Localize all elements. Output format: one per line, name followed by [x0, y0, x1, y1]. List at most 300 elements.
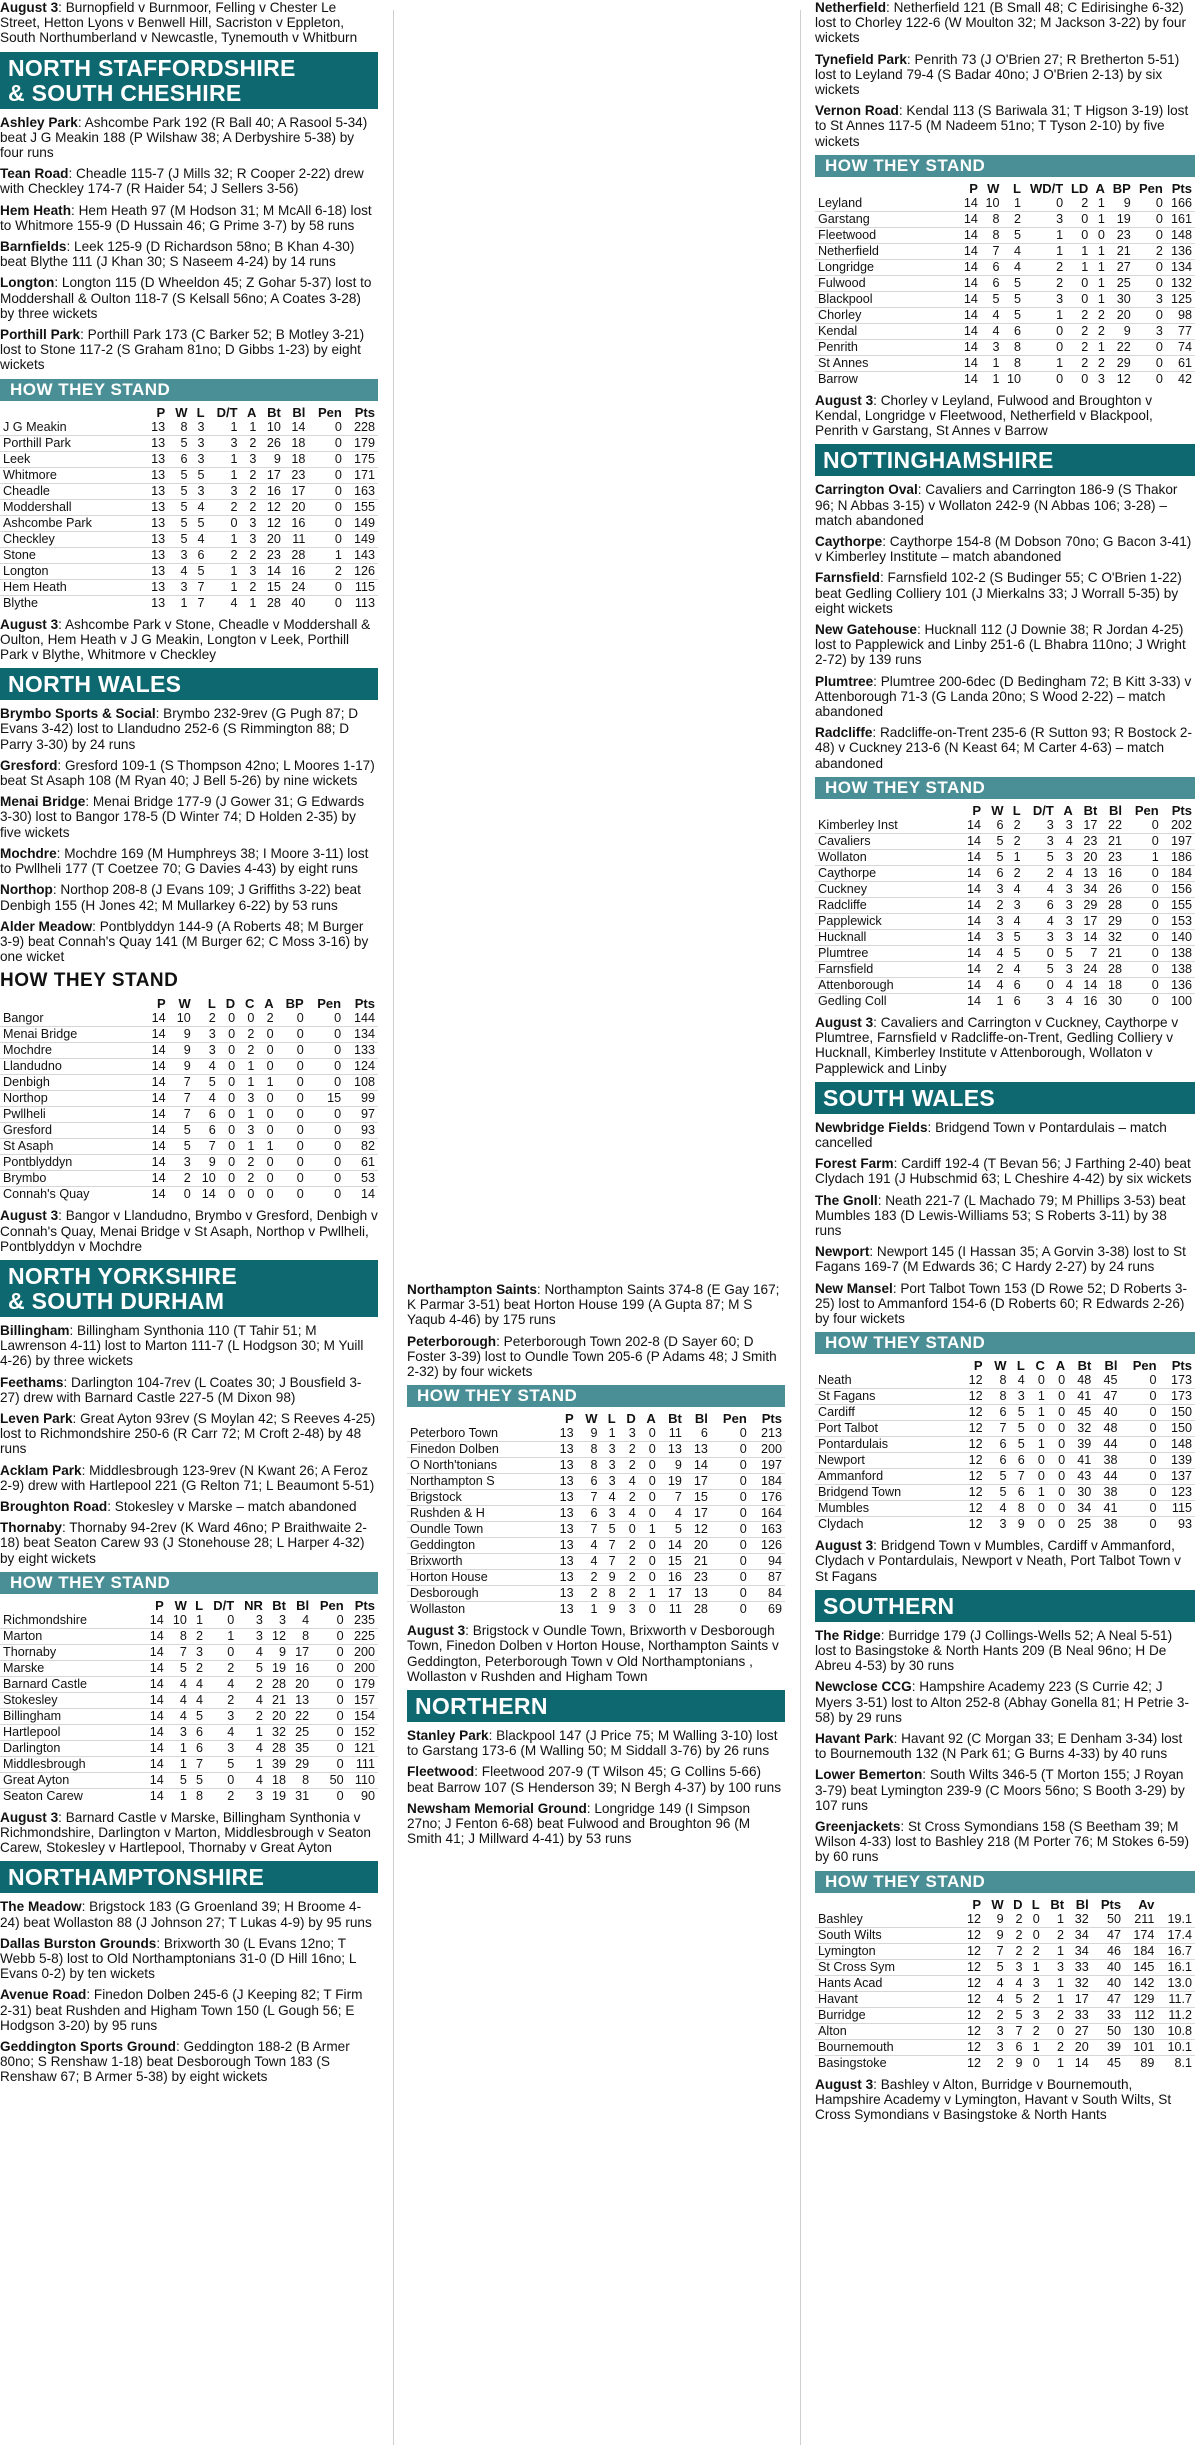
section-header-nottinghamshire	[815, 444, 1195, 476]
stat-cell: 99	[344, 1091, 378, 1107]
stat-cell: 2	[1091, 307, 1108, 323]
stat-cell: 9	[169, 1059, 194, 1075]
column-header: Pen	[318, 404, 342, 420]
stat-cell: 0	[308, 531, 345, 547]
stat-cell: 4	[981, 323, 1003, 339]
stat-cell: 14	[959, 849, 984, 865]
stat-cell: 0	[312, 1708, 347, 1724]
stat-cell: 0	[1125, 913, 1162, 929]
table-row	[407, 1602, 785, 1618]
stat-cell: 21	[1108, 243, 1134, 259]
result-menai-bridge	[0, 794, 378, 840]
stat-cell: 3	[190, 435, 207, 451]
stat-cell: 14	[144, 1692, 167, 1708]
stat-cell: 6	[190, 1724, 206, 1740]
result-text: : Chorley v Leyland, Fulwood and Broughton v Kendal, Longridge v Fleetwood, Netherfield v Blackpool, Penrith v Garstang, St Annes v Barrow	[815, 392, 1153, 439]
team-name: Bangor	[3, 1011, 44, 1026]
stat-cell: 0	[1026, 2055, 1043, 2071]
team-name: Bashley	[818, 1911, 863, 1926]
stat-cell: 5	[169, 1123, 194, 1139]
stat-cell: 5	[1024, 849, 1057, 865]
stat-cell: 4	[167, 1708, 190, 1724]
stat-cell: 4	[302, 1612, 310, 1627]
stat-cell: 24	[284, 579, 308, 595]
stat-cell: 0	[711, 1474, 750, 1490]
stat-cell: 1	[1091, 275, 1108, 291]
team-name: Brigstock	[407, 1490, 551, 1506]
stat-cell: 2	[208, 499, 241, 515]
stat-cell: 0	[334, 1011, 342, 1026]
stat-cell: 0	[1028, 1453, 1048, 1469]
standings-table	[815, 803, 1195, 1009]
stat-cell: 0	[219, 1171, 238, 1187]
stat-cell: 0	[307, 1059, 344, 1075]
stat-cell: 30	[1068, 1485, 1094, 1501]
stat-cell: 4	[986, 1501, 1010, 1517]
stat-cell: 3	[190, 483, 207, 499]
stat-cell: 0	[219, 1043, 238, 1059]
stat-cell: 2	[1066, 323, 1091, 339]
venue-name: Newbridge Fields	[815, 1119, 928, 1135]
stat-cell: 1	[208, 531, 241, 547]
stat-cell: 0	[312, 1756, 347, 1772]
section-title-line: NORTH STAFFORDSHIRE	[8, 54, 296, 81]
column-header: L	[1012, 802, 1021, 818]
stat-cell: 0	[1091, 227, 1108, 243]
stat-cell: 149	[345, 515, 378, 531]
stat-cell: 1	[1028, 1405, 1048, 1421]
stat-cell: 0	[639, 1506, 659, 1522]
table-row	[0, 1740, 378, 1756]
stat-cell: 4	[1007, 913, 1024, 929]
stat-cell: 1	[1028, 1389, 1048, 1405]
venue-name: Northampton Saints	[407, 1282, 537, 1297]
column-header: Bl	[1104, 1358, 1118, 1374]
stat-cell: 12	[959, 1501, 985, 1517]
venue-name: New Mansel	[815, 1280, 893, 1296]
stat-cell: 14	[144, 1708, 167, 1724]
team-name: Rushden & H	[407, 1506, 551, 1522]
stat-cell: 13	[685, 1442, 711, 1458]
stat-cell: 0	[639, 1602, 659, 1618]
stat-cell: 1	[1091, 211, 1108, 227]
stat-cell: 13	[144, 563, 168, 579]
result-text: : Stokesley v Marske – match abandoned	[107, 1498, 357, 1514]
stat-cell: 200	[750, 1442, 785, 1458]
stat-cell: 93	[1160, 1517, 1195, 1533]
stat-cell: 14	[149, 1612, 164, 1627]
stat-cell: 17	[659, 1586, 685, 1602]
result-august-3	[815, 393, 1195, 439]
stat-cell: 12	[959, 1469, 985, 1485]
result-broughton-road	[0, 1499, 378, 1514]
stat-cell: 11	[284, 531, 308, 547]
stat-cell: 133	[344, 1043, 378, 1059]
how-they-stand-header: HOW THEY STAND	[815, 155, 1195, 177]
stat-cell: 0	[277, 1027, 307, 1043]
stat-cell: 0	[307, 1171, 344, 1187]
stat-cell: 15	[659, 1554, 685, 1570]
column-header: A	[1055, 1358, 1066, 1374]
stat-cell: 7	[577, 1522, 601, 1538]
stat-cell: 13	[289, 1692, 312, 1708]
table-row	[815, 1437, 1195, 1453]
stat-cell: 0	[1048, 1485, 1068, 1501]
stat-cell: 1	[981, 355, 1003, 371]
table-row	[815, 993, 1195, 1009]
table-row	[815, 2007, 1195, 2023]
stat-cell: 1	[981, 371, 1003, 387]
stat-cell: 0	[1125, 961, 1162, 977]
result-text: : Ashcombe Park 192 (R Ball 40; A Rasool 5-34) beat J G Meakin 188 (P Wilshaw 38; A Derbyshire 5-38) by four runs	[0, 114, 368, 161]
stat-cell: 8	[601, 1586, 619, 1602]
table-row	[0, 515, 378, 531]
table-row	[0, 435, 378, 451]
section-header-northamptonshire	[0, 1861, 378, 1893]
section-title-line: NORTH YORKSHIRE	[8, 1262, 237, 1289]
stat-cell: 4	[208, 595, 241, 611]
stat-cell: 20	[1067, 2039, 1092, 2055]
stat-cell: 3	[197, 419, 205, 434]
venue-name: August 3	[815, 1014, 874, 1030]
team-name: Pontblyddyn	[0, 1155, 144, 1171]
stat-cell: 12	[959, 1453, 985, 1469]
team-name: Chorley	[815, 307, 959, 323]
stat-cell: 0	[711, 1458, 750, 1474]
column-header: Bt	[272, 1597, 287, 1613]
table-row	[815, 1975, 1195, 1991]
stat-cell: 20	[1076, 849, 1101, 865]
stat-cell: 138	[1162, 945, 1195, 961]
stat-cell: 0	[227, 1612, 235, 1627]
table-row	[815, 371, 1195, 387]
table-row	[815, 275, 1195, 291]
stat-cell: 1	[208, 579, 241, 595]
result-leven-park	[0, 1411, 378, 1457]
stat-cell: 5	[190, 1708, 206, 1724]
column-header: Pts	[354, 996, 375, 1012]
section-title-line: SOUTHERN	[823, 1592, 955, 1619]
stat-cell: 14	[963, 195, 978, 210]
stat-cell: 134	[1166, 259, 1195, 275]
stat-cell: 39	[266, 1756, 289, 1772]
stat-cell: 39	[1092, 2039, 1124, 2055]
stat-cell: 28	[284, 547, 308, 563]
column-header: Bt	[1083, 802, 1098, 818]
column-header: L	[1016, 1358, 1025, 1374]
team-name: Oundle Town	[407, 1522, 551, 1538]
result-text: : Leek 125-9 (D Richardson 58no; B Khan 4-30) beat Blythe 111 (J Khan 30; S Naseem 4-24) by 14 runs	[0, 239, 355, 270]
stat-cell: 6	[1007, 993, 1024, 1009]
stat-cell: 2	[241, 547, 260, 563]
venue-name: Avenue Road	[0, 1987, 87, 2003]
stat-cell: 13	[144, 467, 168, 483]
team-name: Thornaby	[0, 1644, 144, 1660]
team-name: Longridge	[815, 259, 959, 275]
stat-cell: 5	[167, 1660, 190, 1676]
team-name: Peterboro Town	[410, 1426, 498, 1441]
stat-cell: 53	[344, 1171, 378, 1187]
venue-name: Gresford	[0, 757, 58, 773]
result-text: : Geddington 188-2 (B Armer 80no; S Renshaw 1-18) beat Desborough Town 183 (S Renshaw 67; B Armer 5-38) by eight wickets	[0, 2039, 350, 2085]
stat-cell: 186	[1162, 849, 1195, 865]
stat-cell: 1	[238, 1075, 257, 1091]
venue-name: August 3	[815, 392, 874, 408]
team-name: Llandudno	[0, 1059, 144, 1075]
stat-cell: 3	[1026, 1975, 1043, 1991]
team-name: O North'tonians	[407, 1458, 551, 1474]
result-havant-park	[815, 1731, 1195, 1761]
stat-cell: 184	[1162, 865, 1195, 881]
result-radcliffe	[815, 725, 1195, 771]
stat-cell: 2	[1007, 1943, 1026, 1959]
column-header: C	[1035, 1358, 1045, 1374]
stat-cell: 1	[167, 1788, 190, 1804]
stat-cell: 10	[985, 195, 1000, 210]
stat-cell: 3	[237, 1628, 266, 1644]
table-row	[0, 1027, 378, 1043]
stat-cell: 41	[1068, 1389, 1094, 1405]
stat-cell: 8	[289, 1628, 312, 1644]
stat-cell: 14	[144, 1772, 167, 1788]
stat-cell: 4	[1057, 865, 1076, 881]
stat-cell: 0	[711, 1490, 750, 1506]
stat-cell: 20	[259, 531, 283, 547]
stat-cell: 4	[601, 1490, 619, 1506]
stat-cell: 3	[1091, 371, 1108, 387]
stat-cell: 137	[1160, 1469, 1195, 1485]
column-header	[407, 1411, 551, 1426]
table-header-row	[815, 1897, 1195, 1912]
team-name: St Annes	[815, 355, 959, 371]
team-name: Havant	[815, 1991, 959, 2007]
stat-cell: 5	[169, 1139, 194, 1155]
stat-cell: 3	[1024, 993, 1057, 1009]
result-august-3	[815, 2077, 1195, 2123]
column-header: A	[646, 1411, 656, 1427]
table-row	[815, 227, 1195, 243]
stat-cell: 21	[266, 1692, 289, 1708]
stat-cell: 84	[750, 1586, 785, 1602]
stat-cell: 14	[259, 563, 283, 579]
stat-cell: 20	[685, 1538, 711, 1554]
stat-cell: 2	[238, 1171, 257, 1187]
stat-cell: 1	[249, 419, 257, 434]
stat-cell: 3	[279, 1612, 287, 1627]
column-header: Pts	[761, 1411, 782, 1427]
result-fleetwood	[407, 1764, 785, 1794]
column-3	[815, 0, 1195, 2455]
stat-cell: 12	[259, 515, 283, 531]
standings-table	[0, 405, 378, 611]
stat-cell: 2	[241, 435, 260, 451]
stat-cell: 2	[577, 1586, 601, 1602]
result-text: : Plumtree 200-6dec (D Bedingham 72; B Kitt 3-33) v Attenborough 71-3 (G Landa 20no; S Wood 2-22) – match abandoned	[815, 673, 1192, 720]
stat-cell: 0	[277, 1059, 307, 1075]
stat-cell: 155	[1162, 897, 1195, 913]
stat-cell: 16	[284, 515, 308, 531]
stat-cell: 14	[959, 211, 981, 227]
table-row	[815, 1959, 1195, 1975]
stat-cell: 5	[190, 467, 207, 483]
team-name: Clydach	[815, 1517, 959, 1533]
result-farnsfield	[815, 570, 1195, 616]
stat-cell: 0	[1066, 211, 1091, 227]
team-name: Alton	[815, 2023, 959, 2039]
stat-cell: 1	[1066, 243, 1091, 259]
stat-cell: 17	[259, 467, 283, 483]
stat-cell: 20	[266, 1708, 289, 1724]
stat-cell: 5	[1007, 929, 1024, 945]
stat-cell: 228	[353, 419, 375, 434]
stat-cell: 2	[208, 1011, 216, 1026]
stat-cell: 0	[277, 1123, 307, 1139]
stat-cell: 0	[206, 1772, 237, 1788]
stat-cell: 28	[1100, 961, 1125, 977]
result-longton	[0, 275, 378, 321]
table-row	[407, 1554, 785, 1570]
section-header-northern	[407, 1690, 785, 1722]
table-row	[0, 1139, 378, 1155]
team-name: Lymington	[815, 1943, 959, 1959]
stat-cell: 25	[289, 1724, 312, 1740]
stat-cell: 14	[967, 817, 982, 832]
stat-cell: 3	[1134, 323, 1166, 339]
stat-cell: 23	[685, 1570, 711, 1586]
stat-cell: 4	[206, 1724, 237, 1740]
stat-cell: 17	[685, 1474, 711, 1490]
team-name: Geddington	[407, 1538, 551, 1554]
stat-cell: 12	[959, 1975, 984, 1991]
result-barnfields	[0, 239, 378, 269]
how-they-stand-header: HOW THEY STAND	[815, 1332, 1195, 1354]
stat-cell: 174	[1124, 1927, 1157, 1943]
stat-cell: 100	[1162, 993, 1195, 1009]
stat-cell: 5	[190, 1772, 206, 1788]
stat-cell: 5	[237, 1660, 266, 1676]
stat-cell: 0	[1120, 1485, 1159, 1501]
result-text: : Cavaliers and Carrington 186-9 (S Thakor 96; N Abbas 3-15) v Wollaton 242-9 (N Abbas 106; 3-28) – match abandoned	[815, 482, 1178, 528]
stat-cell: 1	[1024, 227, 1066, 243]
column-header: Pts	[1171, 802, 1192, 818]
table-row	[815, 291, 1195, 307]
stat-cell: 0	[711, 1442, 750, 1458]
stat-cell: 0	[307, 1123, 344, 1139]
stat-cell: 40	[1092, 1959, 1124, 1975]
stat-cell: 8	[1002, 339, 1024, 355]
stat-cell: 21	[1100, 945, 1125, 961]
result-billingham	[0, 1323, 378, 1369]
team-name: Middlesbrough	[0, 1756, 144, 1772]
team-name: Finedon Dolben	[407, 1442, 551, 1458]
venue-name: Newsham Memorial Ground	[407, 1800, 587, 1816]
stat-cell: 0	[639, 1490, 659, 1506]
team-name: Blackpool	[815, 291, 959, 307]
stat-cell: 38	[1094, 1485, 1120, 1501]
column-header: P	[565, 1411, 574, 1427]
stat-cell: 14	[144, 1123, 169, 1139]
stat-cell: 2	[241, 579, 260, 595]
stat-cell: 1	[1091, 291, 1108, 307]
stat-cell: 1	[608, 1426, 616, 1441]
stat-cell: 0	[1048, 1517, 1068, 1533]
result-text: : St Cross Symondians 158 (S Beetham 39; M Wilson 4-33) lost to Bashley 218 (M Porter 76; M Stokes 6-59) by 60 runs	[815, 1818, 1189, 1865]
stat-cell: 5	[1010, 1421, 1028, 1437]
stat-cell: 142	[1124, 1975, 1157, 1991]
stat-cell: 2	[984, 2055, 1007, 2071]
stat-cell: 0	[277, 1171, 307, 1187]
stat-cell: 14	[659, 1538, 685, 1554]
stat-cell: 18	[284, 451, 308, 467]
stat-cell: 14	[959, 243, 981, 259]
stat-cell: 3	[168, 547, 190, 563]
team-name: Hartlepool	[0, 1724, 144, 1740]
stat-cell: 19	[659, 1474, 685, 1490]
venue-name: Tynefield Park	[815, 51, 907, 67]
team-name: Moddershall	[0, 499, 144, 515]
stat-cell: 14	[959, 865, 984, 881]
stat-cell: 111	[347, 1756, 378, 1772]
table-row	[0, 1788, 378, 1804]
table-header-row	[407, 1411, 785, 1426]
team-name: Ammanford	[815, 1469, 959, 1485]
column-header: Bl	[694, 1411, 708, 1427]
stat-cell: 14	[144, 1644, 167, 1660]
stat-cell: 143	[345, 547, 378, 563]
stat-cell: 179	[345, 435, 378, 451]
stat-cell: 175	[345, 451, 378, 467]
stat-cell: 0	[1048, 1453, 1068, 1469]
stat-cell: 5	[1057, 945, 1076, 961]
team-name: Desborough	[407, 1586, 551, 1602]
stat-cell: 8	[999, 1373, 1007, 1388]
stat-cell: 0	[308, 451, 345, 467]
stat-cell: 9	[1123, 195, 1131, 210]
table-row	[815, 1421, 1195, 1437]
stat-cell: 20	[284, 499, 308, 515]
stat-cell: 13	[144, 531, 168, 547]
stat-cell: 25	[1108, 275, 1134, 291]
stat-cell: 19	[1108, 211, 1134, 227]
stat-cell: 7	[169, 1107, 194, 1123]
stat-cell: 8	[577, 1442, 601, 1458]
stat-cell: 9	[601, 1570, 619, 1586]
team-name: Fleetwood	[815, 227, 959, 243]
column-header	[0, 996, 144, 1011]
stat-cell: 0	[1120, 1389, 1159, 1405]
column-header: Bt	[267, 404, 281, 420]
stat-cell: 0	[1120, 1421, 1159, 1437]
stat-cell: 5	[1010, 1437, 1028, 1453]
result-the-ridge	[815, 1628, 1195, 1674]
stat-cell: 2	[1066, 355, 1091, 371]
stat-cell: 61	[344, 1155, 378, 1171]
stat-cell: 93	[344, 1123, 378, 1139]
stat-cell: 5	[1002, 227, 1024, 243]
stat-cell: 5	[168, 435, 190, 451]
stat-cell: 0	[308, 499, 345, 515]
stat-cell: 8	[289, 1772, 312, 1788]
column-header: L	[1013, 180, 1021, 196]
stat-cell: 10.8	[1157, 2023, 1195, 2039]
stat-cell: 3	[169, 1155, 194, 1171]
stat-cell: 3	[984, 2039, 1007, 2055]
stat-cell: 3	[1007, 897, 1024, 913]
stat-cell: 2	[1043, 2039, 1067, 2055]
table-header-row	[815, 803, 1195, 818]
stat-cell: 40	[1094, 1405, 1120, 1421]
stat-cell: 0	[1066, 371, 1091, 387]
